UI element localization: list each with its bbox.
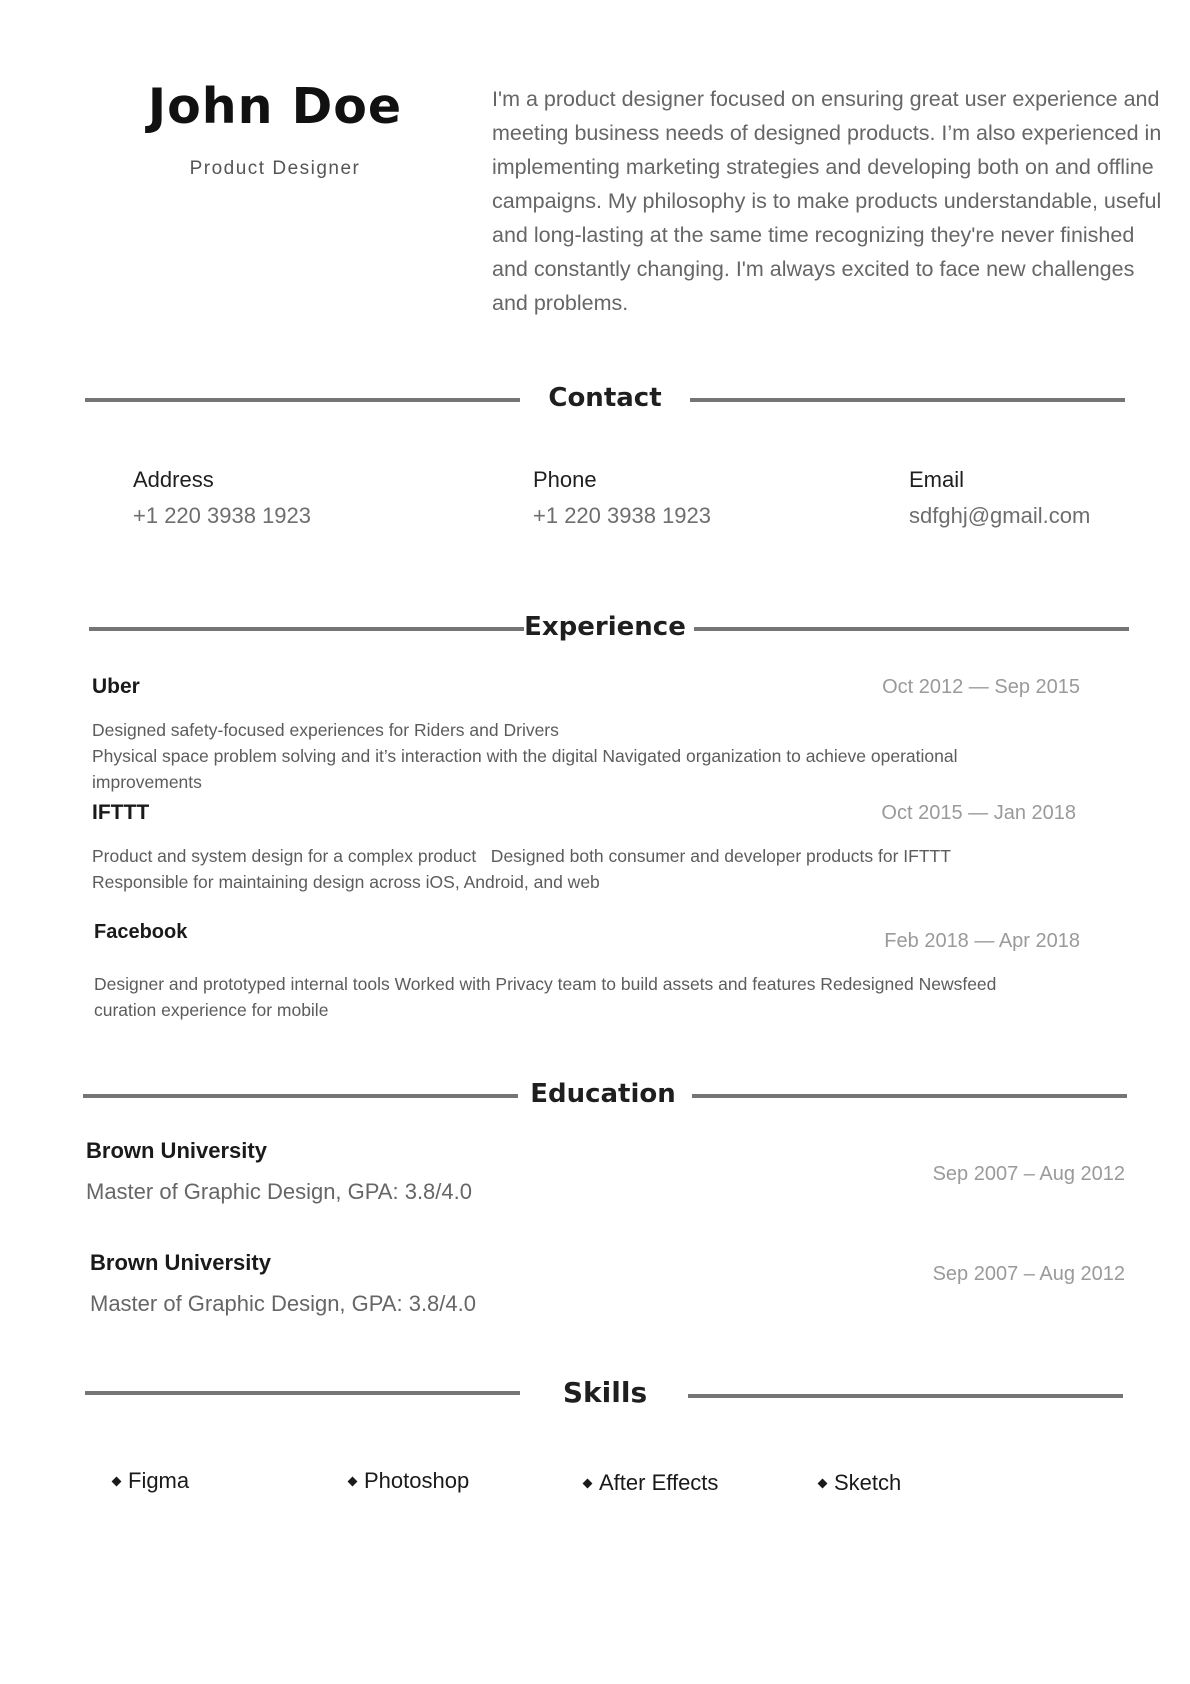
section-divider-right [692, 1094, 1127, 1098]
contact-value-phone: +1 220 3938 1923 [533, 503, 712, 528]
diamond-bullet-icon [112, 1476, 122, 1486]
education-school: Brown University [86, 1138, 267, 1163]
experience-dates: Feb 2018 — Apr 2018 [884, 930, 1080, 952]
experience-desc-line: Responsible for maintaining design across iOS, Android, and web [92, 872, 600, 892]
experience-dates: Oct 2015 — Jan 2018 [881, 802, 1076, 824]
education-dates: Sep 2007 – Aug 2012 [932, 1163, 1125, 1185]
section-divider-left [89, 627, 524, 631]
skill-item [819, 1470, 901, 1496]
section-divider-right [688, 1394, 1123, 1398]
candidate-name: John Doe [147, 78, 403, 135]
skill-label: Photoshop [364, 1468, 470, 1493]
education-degree: Master of Graphic Design, GPA: 3.8/4.0 [90, 1291, 476, 1316]
contact-label-email: Email [909, 467, 965, 492]
section-divider-right [690, 398, 1125, 402]
section-divider-right [694, 627, 1129, 631]
education-dates: Sep 2007 – Aug 2012 [932, 1263, 1125, 1285]
section-divider-left [85, 1391, 520, 1395]
experience-desc-line: Designer and prototyped internal tools Worked with Privacy team to build assets and features Redesigned Newsfeed [94, 974, 997, 994]
education-school: Brown University [90, 1250, 271, 1275]
section-title-skills: Skills [562, 1376, 648, 1409]
experience-dates: Oct 2012 — Sep 2015 [882, 676, 1080, 698]
skill-item [113, 1468, 189, 1494]
section-title-experience: Experience [524, 612, 686, 642]
skill-item [584, 1470, 718, 1496]
experience-company: IFTTT [92, 801, 150, 824]
contact-value-email[interactable]: sdfghj@gmail.com [909, 503, 1091, 528]
candidate-role: Product Designer [189, 158, 361, 179]
skill-label: Sketch [834, 1470, 902, 1495]
diamond-bullet-icon [818, 1478, 828, 1488]
section-divider-left [85, 398, 520, 402]
skill-label: Figma [128, 1468, 190, 1493]
experience-desc-line: Product and system design for a complex product Designed both consumer and developer products for IFTTT [92, 846, 951, 866]
experience-company: Facebook [94, 921, 188, 943]
experience-desc-line: Designed safety-focused experiences for Riders and Drivers [92, 720, 559, 740]
section-divider-left [83, 1094, 518, 1098]
section-title-education: Education [530, 1079, 676, 1109]
profile-summary: I'm a product designer focused on ensuring great user experience and meeting business needs of designed products. I’m also experienced in implementing marketing strategies and developing both on and offline campaigns. My philosophy is to make products understandable, useful and long-lasting at the same time recognizing they're never finished and constantly changing. I'm always excited to face new challenges and problems. [492, 87, 1162, 315]
contact-value-address: +1 220 3938 1923 [133, 503, 312, 528]
experience-desc-line: curation experience for mobile [94, 1000, 329, 1020]
experience-company: Uber [92, 675, 140, 698]
section-title-contact: Contact [548, 383, 662, 413]
skill-item [349, 1468, 469, 1494]
experience-desc-line: improvements [92, 772, 202, 792]
contact-label-phone: Phone [533, 467, 597, 492]
diamond-bullet-icon [583, 1478, 593, 1488]
education-degree: Master of Graphic Design, GPA: 3.8/4.0 [86, 1179, 472, 1204]
skill-label: After Effects [599, 1470, 719, 1495]
contact-label-address: Address [133, 467, 214, 492]
diamond-bullet-icon [348, 1476, 358, 1486]
experience-desc-line: Physical space problem solving and it’s interaction with the digital Navigated organization to achieve operational [92, 746, 958, 766]
